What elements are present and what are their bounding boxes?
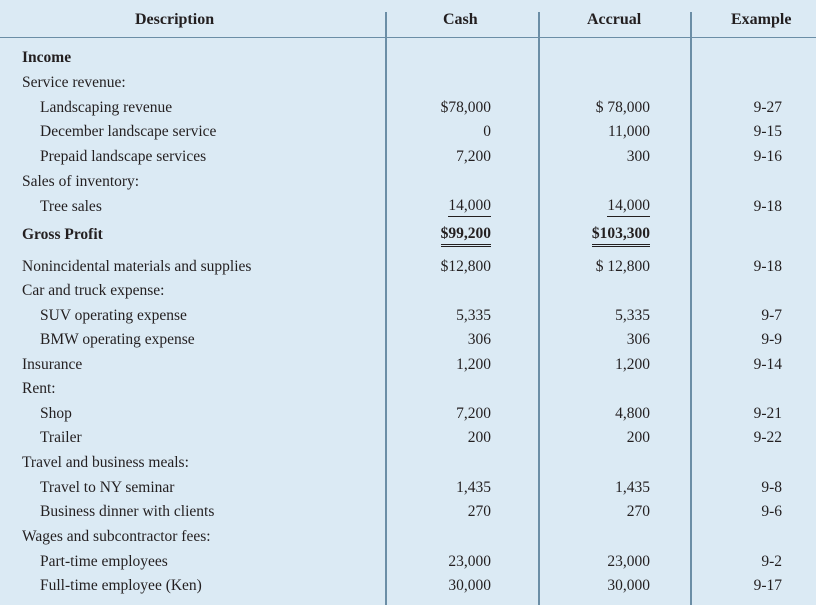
- row-description: Travel and business meals:: [22, 454, 189, 471]
- row-description: Trailer: [40, 429, 82, 446]
- header-example: Example: [731, 11, 792, 28]
- cash-value: $12,800: [440, 258, 491, 275]
- accrual-value: 1,435: [615, 479, 650, 496]
- table-row: [0, 223, 816, 247]
- cash-value: 270: [467, 503, 491, 520]
- table-row: [0, 574, 816, 598]
- cash-value: 5,335: [456, 307, 491, 324]
- accrual-value: $ 78,000: [595, 99, 650, 116]
- row-description: Full-time employee (Ken): [40, 577, 202, 594]
- row-description: Business dinner with clients: [40, 503, 215, 520]
- cash-value: 30,000: [448, 577, 491, 594]
- cash-value: 0: [483, 123, 491, 140]
- row-description: Income: [22, 49, 72, 66]
- table-row: [0, 120, 816, 144]
- cash-value: 1,435: [456, 479, 491, 496]
- example-ref: 9-9: [761, 331, 782, 348]
- accrual-value: 1,200: [615, 356, 650, 373]
- cash-value: $78,000: [440, 99, 491, 116]
- accrual-total: $103,300: [592, 223, 650, 247]
- table-row: [0, 71, 816, 95]
- cash-value: 7,200: [456, 405, 491, 422]
- row-description: Nonincidental materials and supplies: [22, 258, 252, 275]
- example-ref: 9-18: [753, 198, 782, 215]
- cash-value: 23,000: [448, 553, 491, 570]
- row-description: Travel to NY seminar: [40, 479, 175, 496]
- header-description: Description: [135, 11, 215, 28]
- table-row: [0, 377, 816, 401]
- table-row: [0, 550, 816, 574]
- row-description: Rent:: [22, 380, 56, 397]
- accrual-value: 300: [626, 148, 650, 165]
- example-ref: 9-6: [761, 503, 782, 520]
- example-ref: 9-7: [761, 307, 782, 324]
- row-description: BMW operating expense: [40, 331, 195, 348]
- table-row: [0, 353, 816, 377]
- header-accrual: Accrual: [587, 11, 642, 28]
- row-description: Car and truck expense:: [22, 282, 165, 299]
- table-row: [0, 170, 816, 194]
- cash-value: 1,200: [456, 356, 491, 373]
- row-description: Landscaping revenue: [40, 99, 173, 116]
- table-row: [0, 255, 816, 279]
- example-ref: 9-2: [761, 553, 782, 570]
- table-row: [0, 304, 816, 328]
- cash-value: 7,200: [456, 148, 491, 165]
- table-row: [0, 500, 816, 524]
- example-ref: 9-22: [753, 429, 782, 446]
- example-ref: 9-15: [753, 123, 782, 140]
- row-description: SUV operating expense: [40, 307, 187, 324]
- row-description: Gross Profit: [22, 226, 103, 243]
- accrual-value: 270: [626, 503, 650, 520]
- example-ref: 9-8: [761, 479, 782, 496]
- accrual-value: 30,000: [607, 577, 650, 594]
- table-row: [0, 145, 816, 169]
- table-row: [0, 451, 816, 475]
- example-ref: 9-17: [753, 577, 782, 594]
- accrual-value: 23,000: [607, 553, 650, 570]
- table-row: [0, 328, 816, 352]
- header-cash: Cash: [443, 11, 478, 28]
- table-row: [0, 402, 816, 426]
- table-row: [0, 195, 816, 219]
- row-description: Prepaid landscape services: [40, 148, 207, 165]
- row-description: Service revenue:: [22, 74, 126, 91]
- table-row: [0, 426, 816, 450]
- table-row: [0, 46, 816, 70]
- row-description: Part-time employees: [40, 553, 168, 570]
- table-row: [0, 525, 816, 549]
- cash-value: 200: [467, 429, 491, 446]
- accrual-value: 14,000: [607, 195, 650, 217]
- row-description: Tree sales: [40, 198, 102, 215]
- row-description: Insurance: [22, 356, 83, 373]
- example-ref: 9-18: [753, 258, 782, 275]
- example-ref: 9-21: [753, 405, 782, 422]
- cash-value: 306: [467, 331, 491, 348]
- table-header: [0, 0, 816, 38]
- row-description: Shop: [40, 405, 72, 422]
- table-row: [0, 476, 816, 500]
- table-row: [0, 279, 816, 303]
- row-description: Sales of inventory:: [22, 173, 140, 190]
- accrual-value: 200: [626, 429, 650, 446]
- accrual-value: $ 12,800: [595, 258, 650, 275]
- accrual-value: 306: [626, 331, 650, 348]
- table-row: [0, 96, 816, 120]
- row-description: Wages and subcontractor fees:: [22, 528, 211, 545]
- example-ref: 9-16: [753, 148, 782, 165]
- example-ref: 9-27: [753, 99, 782, 116]
- cash-total: $99,200: [441, 223, 491, 247]
- accrual-value: 4,800: [615, 405, 650, 422]
- row-description: December landscape service: [40, 123, 217, 140]
- cash-value: 14,000: [448, 195, 491, 217]
- example-ref: 9-14: [753, 356, 782, 373]
- accrual-value: 11,000: [607, 123, 650, 140]
- accrual-value: 5,335: [615, 307, 650, 324]
